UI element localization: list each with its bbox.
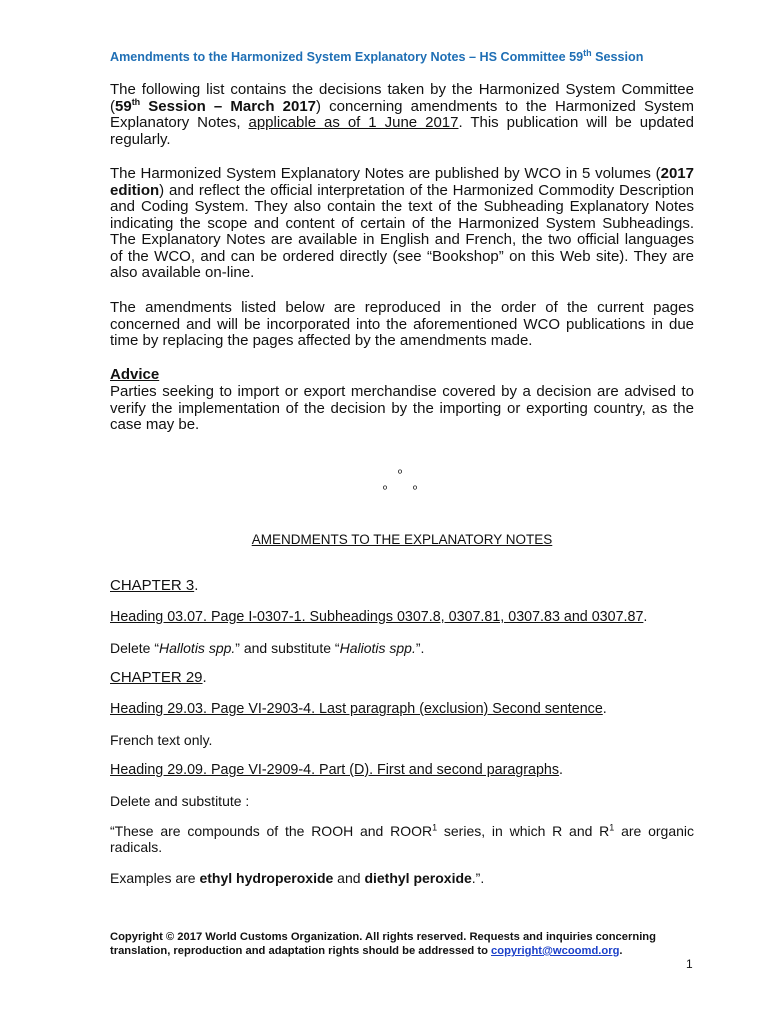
edition-label: 2017 edition — [110, 165, 694, 199]
p1-text-e: . This publication will be updated regularly. — [110, 114, 695, 148]
intro-paragraph-3: The amendments listed below are reproduced in the order of the current pages concerned and will be incorporated into the aforementioned WCO publications in due time by replacing the pages affected by the amendments made. — [110, 299, 694, 349]
heading-0307-label: Heading 03.07. Page I-0307-1. Subheadings 0307.8, 0307.81, 0307.83 and 0307.87 — [110, 609, 644, 625]
heading-2909-text: Delete and substitute : — [110, 793, 250, 809]
chapter-3-label: CHAPTER 3 — [110, 577, 195, 594]
separator-mark-top: º — [398, 468, 403, 480]
intro-paragraph-1 — [110, 82, 694, 148]
session-label — [115, 98, 316, 115]
advice-heading: Advice — [110, 366, 160, 383]
examples — [110, 870, 694, 887]
haliotis: Haliotis spp. — [339, 640, 416, 656]
copyright-email-link[interactable]: copyright@wcoomd.org — [491, 945, 620, 957]
chapter-3: CHAPTER 3. — [110, 577, 199, 594]
advice-text: Parties seeking to import or export merchandise covered by a decision are advised to verify the implementation of the decision by the importing or exporting country, as the case may be. — [110, 383, 694, 433]
document-header — [110, 47, 694, 64]
quote-c: are organic radicals. — [110, 823, 694, 855]
quote-sup2: 1 — [609, 822, 615, 833]
heading-2903: Heading 29.03. Page VI-2903-4. Last paragraph (exclusion) Second sentence. — [110, 701, 607, 717]
delete-a: Delete “ — [110, 640, 160, 656]
delete-e: ”. — [415, 640, 425, 656]
substitute-quote — [110, 823, 694, 855]
chapter-29: CHAPTER 29. — [110, 669, 207, 686]
separator-mark-right: º — [413, 484, 418, 496]
heading-0307-text — [110, 640, 694, 657]
header-title-end: Session — [591, 50, 644, 64]
p1-text: The following list contains the decisions taken by the Harmonized System Committee ( — [110, 81, 694, 115]
quote-b: series, in which R and R — [437, 823, 610, 839]
amendments-title: AMENDMENTS TO THE EXPLANATORY NOTES — [251, 532, 553, 547]
heading-0307: Heading 03.07. Page I-0307-1. Subheadings 0307.8, 0307.81, 0307.83 and 0307.87. — [110, 609, 648, 625]
session-num: 59 — [115, 97, 132, 115]
diethyl-peroxide: diethyl peroxide — [364, 870, 472, 886]
page-number: 1 — [686, 957, 693, 971]
hallotis: Hallotis spp. — [159, 640, 236, 656]
separator-mark-left: º — [383, 484, 388, 496]
p1-text-c: ) concerning amendments to the Harmonized System Explanatory Notes, — [110, 97, 694, 131]
session-rest: Session – March 2017 — [140, 97, 317, 115]
quote-sup1: 1 — [432, 822, 438, 833]
header-title: Amendments to the Harmonized System Explanatory Notes – HS Committee 59 — [110, 50, 584, 64]
heading-2903-text: French text only. — [110, 732, 213, 748]
copyright-footer — [110, 930, 694, 958]
p2-text-a: The Harmonized System Explanatory Notes are published by WCO in 5 volumes ( — [110, 165, 661, 182]
delete-c: ” and substitute “ — [235, 640, 340, 656]
chapter-29-label: CHAPTER 29 — [110, 669, 203, 686]
p2-text-c: ) and reflect the official interpretation of the Harmonized Commodity Description and Coding System. They also contain the text of the Subheading Explanatory Notes indicating the scope and content of certain of the Harmonized System Subheadings. The Explanatory Notes are available in English and French, the two official languages of the WCO, and can be ordered directly (see “Bookshop” on this Web site). They are also available on-line. — [110, 181, 694, 281]
heading-2909: Heading 29.09. Page VI-2909-4. Part (D). First and second paragraphs. — [110, 762, 564, 778]
ethyl-hydroperoxide: ethyl hydroperoxide — [199, 870, 334, 886]
footer-text: Copyright © 2017 World Customs Organization. All rights reserved. Requests and inquiries concerning translation, reproduction and adaptation rights should be addressed to — [110, 931, 656, 957]
heading-2903-label: Heading 29.03. Page VI-2903-4. Last paragraph (exclusion) Second sentence — [110, 701, 603, 717]
ex-a: Examples are — [110, 870, 200, 886]
footer-end: . — [619, 945, 623, 957]
intro-paragraph-2 — [110, 166, 694, 282]
ex-c: and — [333, 870, 365, 886]
header-sup: th — [583, 47, 592, 58]
applicable-date: applicable as of 1 June 2017 — [248, 114, 459, 131]
quote-a: “These are compounds of the ROOH and ROOR — [110, 823, 433, 839]
heading-2909-label: Heading 29.09. Page VI-2909-4. Part (D). First and second paragraphs — [110, 762, 560, 778]
session-sup: th — [131, 96, 141, 107]
ex-e: .”. — [471, 870, 485, 886]
